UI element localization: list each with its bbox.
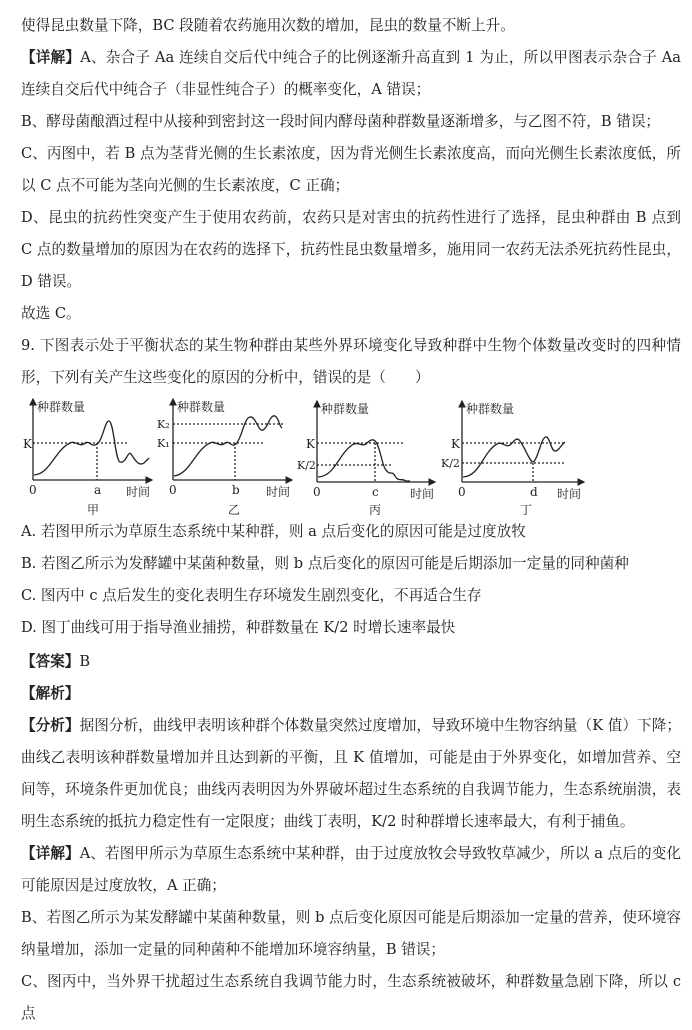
chart-jia-point: a xyxy=(94,483,102,497)
chart-ding-khalf: K/2 xyxy=(441,457,460,470)
prev-conclusion: 故选 C。 xyxy=(21,305,81,322)
curve-yi xyxy=(174,416,282,476)
chart-bing-caption: 丙 xyxy=(369,503,382,517)
prev-detail-b: B、酵母菌酿酒过程中从接种到密封这一段时间内酵母菌种群数量逐渐增多，与乙图不符，B 错误； xyxy=(21,113,661,130)
chart-jia-k: K xyxy=(23,437,32,451)
option-d: D. 图丁曲线可用于指导渔业捕捞，种群数量在 K/2 时增长速率最快 xyxy=(21,619,456,636)
chart-yi-xlabel: 时间 xyxy=(266,485,291,499)
chart-ding-caption: 丁 xyxy=(520,503,533,517)
chart-yi-caption: 乙 xyxy=(228,503,241,517)
chart-jia-origin: 0 xyxy=(29,483,37,497)
curve-jia xyxy=(34,421,149,475)
answer-detail-c: C、图丙中，当外界干扰超过生态系统自我调节能力时，生态系统被破坏，种群数量急剧下降，所以 c 点 xyxy=(21,973,681,1022)
prev-detail-a xyxy=(21,42,681,106)
answer-line xyxy=(21,646,681,678)
chart-bing-k: K xyxy=(306,437,315,451)
chart-yi-k2: K₂ xyxy=(157,418,170,431)
answer-tag: 【答案】 xyxy=(21,653,80,670)
chart-yi-point: b xyxy=(232,483,240,497)
chart-bing-ylabel: 种群数量 xyxy=(321,402,370,416)
option-b: B. 若图乙所示为发酵罐中某菌种数量，则 b 点后变化的原因可能是后期添加一定量的同种菌种 xyxy=(21,555,629,572)
curve-bing xyxy=(318,440,410,481)
fenxi-tag: 【分析】 xyxy=(21,717,80,734)
chart-bing-xlabel: 时间 xyxy=(410,487,435,501)
chart-ding-k: K xyxy=(451,437,460,451)
chart-ding-xlabel: 时间 xyxy=(557,487,582,501)
chart-ding-ylabel: 种群数量 xyxy=(466,402,515,416)
chart-jia-xlabel: 时间 xyxy=(126,485,151,499)
answer-detail-b: B、若图乙所示为某发酵罐中某菌种数量，则 b 点后变化原因可能是后期添加一定量的营养，使环境容纳量增加，添加一定量的同种菌种不能增加环境容纳量，B 错误； xyxy=(21,909,681,958)
chart-yi-ylabel: 种群数量 xyxy=(177,400,226,414)
chart-ding-point: d xyxy=(530,485,538,499)
detail-tag: 【详解】 xyxy=(21,845,80,862)
fenxi-text: 据图分析，曲线甲表明该种群个体数量突然过度增加，导致环境中生物容纳量（K 值）下降；曲线乙表明该种群数量增加并且达到新的平衡，且 K 值增加，可能是由于外界变化，如增加营养、空间等，环境条件更加优良；曲线丙表明因为外界破坏超过生态系统的自我调节能力，生态系统崩溃，表明生态系统的抵抗力稳定性有一定限度；曲线丁表明，K/2 时种群增长速率最大，有利于捕鱼。 xyxy=(21,717,681,830)
population-charts xyxy=(0,385,692,525)
option-c: C. 图丙中 c 点后发生的变化表明生存环境发生剧烈变化，不再适合生存 xyxy=(21,587,482,604)
chart-yi-origin: 0 xyxy=(169,483,177,497)
question-stem: 9. 下图表示处于平衡状态的某生物种群由某些外界环境变化导致种群中生物个体数量改变时的四种情形，下列有关产生这些变化的原因的分析中，错误的是（ ） xyxy=(21,337,681,386)
prev-detail-d: D、昆虫的抗药性突变产生于使用农药前，农药只是对害虫的抗药性进行了选择，昆虫种群由 B 点到 C 点的数量增加的原因为在农药的选择下，抗药性昆虫数量增多，施用同一农药无法杀死抗药性昆虫，D 错误。 xyxy=(21,209,681,290)
detail-tag: 【详解】 xyxy=(21,49,81,66)
answer-value: B xyxy=(79,653,91,670)
analysis-tag: 【解析】 xyxy=(21,685,80,702)
prev-detail-c: C、丙图中，若 B 点为茎背光侧的生长素浓度，因为背光侧生长素浓度高，而向光侧生长素浓度低，所以 C 点不可能为茎向光侧的生长素浓度，C 正确； xyxy=(21,145,681,194)
detail-a-text: A、杂合子 Aa 连续自交后代中纯合子的比例逐渐升高直到 1 为止，所以甲图表示杂合子 Aa 连续自交后代中纯合子（非显性纯合子）的概率变化，A 错误； xyxy=(21,49,681,98)
detail-a-text: A、若图甲所示为草原生态系统中某种群，由于过度放牧会导致牧草减少，所以 a 点后的变化可能原因是过度放牧，A 正确； xyxy=(21,845,681,894)
fenxi-paragraph xyxy=(21,710,681,838)
chart-jia-caption: 甲 xyxy=(87,503,100,517)
answer-detail-a xyxy=(21,838,681,902)
chart-bing-point: c xyxy=(372,485,379,499)
chart-ding-origin: 0 xyxy=(458,485,466,499)
chart-bing-khalf: K/2 xyxy=(297,459,316,472)
chart-bing-origin: 0 xyxy=(313,485,321,499)
prev-line: 使得昆虫数量下降，BC 段随着农药施用次数的增加，昆虫的数量不断上升。 xyxy=(21,17,515,34)
chart-jia-ylabel: 种群数量 xyxy=(37,400,86,414)
chart-yi-k1: K₁ xyxy=(157,437,170,450)
option-a: A. 若图甲所示为草原生态系统中某种群，则 a 点后变化的原因可能是过度放牧 xyxy=(21,523,526,540)
